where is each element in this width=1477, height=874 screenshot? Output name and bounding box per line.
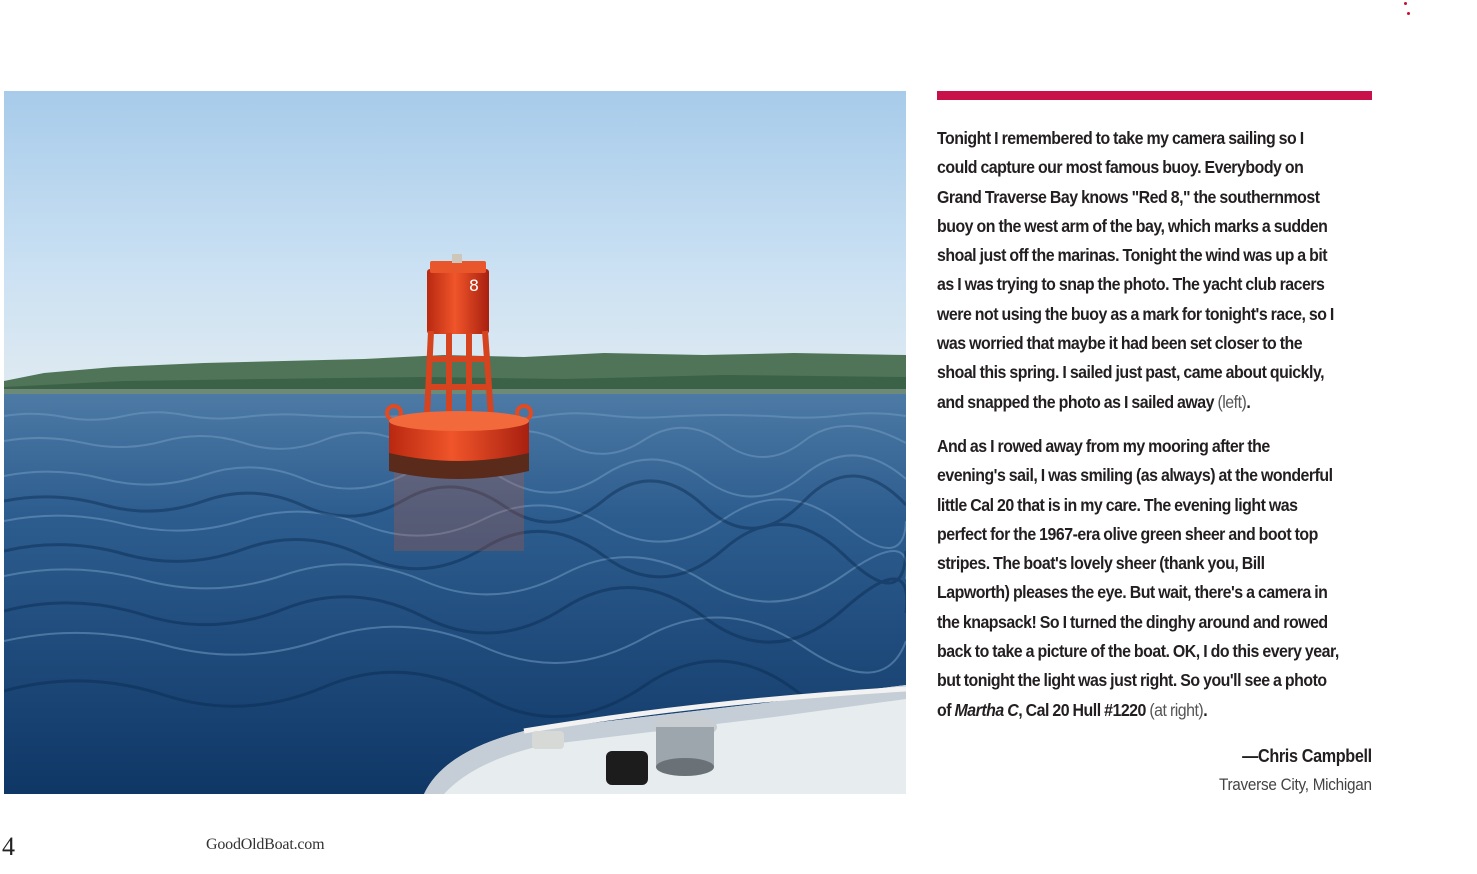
article-paragraph [937,124,1340,417]
page-number: 4 [2,832,15,861]
website-url: GoodOldBoat.com [206,836,325,853]
decorative-dot [1407,12,1410,15]
paragraph-end: . [1246,391,1251,412]
author-name: —Chris Campbell [1242,746,1372,766]
photo-reference: (left) [1217,391,1247,412]
accent-rule [937,91,1372,100]
byline [1219,742,1372,799]
paragraph-text: Tonight I remembered to take my camera sailing so I could capture our most famous buoy. Everybody on Grand Traverse Bay knows "Red 8," the southernmost buoy on the west arm of the bay, which marks a sudden shoal just off the marinas. Tonight the wind was up a bit as I was trying to snap the photo. The yacht club racers were not using the buoy as a mark for tonight's race, so I was worried that maybe it had been set closer to the shoal this spring. I sailed just past, came about quickly, and snapped the photo as I sailed away [937,128,1334,412]
paragraph-text: And as I rowed away from my mooring after the evening's sail, I was smiling (as always) at the wonderful little Cal 20 that is in my care. The evening light was perfect for the 1967-era olive green sheer and boot top stripes. The boat's lovely sheer (thank you, Bill Lapworth) pleases the eye. But wait, there's a camera in the knapsack! So I turned the dinghy around and rowed back to take a picture of the boat. OK, I do this every year, but tonight the light was just right. So you'll see a photo of [937,435,1339,720]
paragraph-end: . [1203,699,1208,720]
photo-reference: (at right) [1149,699,1204,720]
boat-name: Martha C [954,699,1019,720]
article-paragraph [937,432,1340,725]
author-location: Traverse City, Michigan [1219,775,1372,794]
article-body [937,124,1340,740]
buoy-number-label: 8 [468,276,480,295]
buoy-photo [4,91,906,794]
paragraph-text: , Cal 20 Hull #1220 [1018,699,1146,720]
decorative-dot [1404,2,1407,5]
